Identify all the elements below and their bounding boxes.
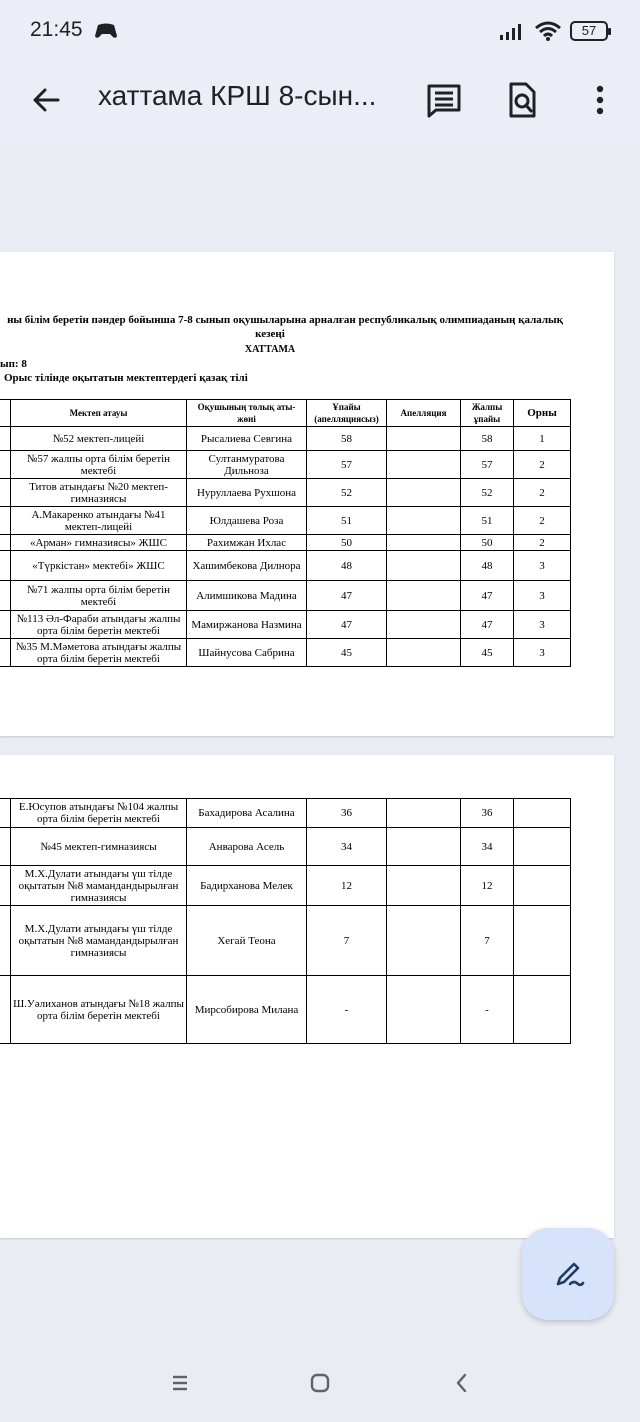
row-number-cell [0,479,11,507]
school-cell: Ш.Уәлиханов атындағы №18 жалпы орта білім беретін мектебі [11,976,187,1044]
row-number-cell [0,535,11,551]
total-cell: 34 [461,828,514,866]
score-cell: 7 [307,906,387,976]
score-cell: 45 [307,639,387,667]
status-time: 21:45 [30,18,83,41]
table-row [0,611,571,639]
place-cell: 1 [514,427,571,451]
appeal-cell [387,451,461,479]
total-cell: 12 [461,866,514,906]
protocol-heading: ны білім беретін пәндер бойынша 7-8 сынып оқушыларына арналған республикалық олимпиаданың қалалық [7,314,563,326]
results-table-1 [0,399,571,667]
wifi-icon [534,20,562,42]
edit-button[interactable] [522,1228,614,1320]
place-cell: 3 [514,611,571,639]
table-row [0,828,571,866]
table-header-row [0,400,571,427]
school-cell: №71 жалпы орта білім беретін мектебі [11,581,187,611]
row-number-cell [0,581,11,611]
more-vert-icon[interactable] [580,80,620,120]
student-cell: Юлдашева Роза [187,507,307,535]
place-cell: 3 [514,581,571,611]
total-cell: 45 [461,639,514,667]
signal-icon [498,21,526,41]
header-total: Жалпы ұпайы [461,400,514,427]
student-cell: Мирсобирова Милана [187,976,307,1044]
table-row [0,551,571,581]
row-number-cell [0,976,11,1044]
row-number-cell [0,799,11,828]
total-cell: 57 [461,451,514,479]
row-number-cell [0,611,11,639]
document-title: хаттама КРШ 8-сын... [98,80,377,111]
score-cell: 34 [307,828,387,866]
appeal-cell [387,535,461,551]
battery-indicator: 57 [570,21,608,41]
appeal-cell [387,906,461,976]
school-cell: №45 мектеп-гимназиясы [11,828,187,866]
total-cell: 58 [461,427,514,451]
table-row [0,479,571,507]
recent-apps-icon[interactable] [168,1371,192,1395]
total-cell: 52 [461,479,514,507]
student-cell: Хашимбекова Дилнора [187,551,307,581]
row-number-cell [0,639,11,667]
row-number-cell [0,507,11,535]
school-cell: №35 М.Мәметова атындағы жалпы орта білім беретін мектебі [11,639,187,667]
appeal-cell [387,611,461,639]
row-number-cell [0,551,11,581]
results-table-2 [0,798,571,1044]
place-cell: 2 [514,507,571,535]
table-row [0,427,571,451]
row-number-cell [0,866,11,906]
arrow-left-icon[interactable] [28,82,64,118]
student-cell: Рахимжан Ихлас [187,535,307,551]
student-cell: Хегай Теона [187,906,307,976]
appeal-cell [387,799,461,828]
protocol-title: ХАТТАМА [244,344,296,355]
school-cell: №52 мектеп-лицейі [11,427,187,451]
student-cell: Султанмуратова Дильноза [187,451,307,479]
total-cell: 7 [461,906,514,976]
total-cell: 50 [461,535,514,551]
score-cell: 58 [307,427,387,451]
total-cell: 47 [461,581,514,611]
score-cell: 47 [307,611,387,639]
score-cell: 47 [307,581,387,611]
find-in-page-icon[interactable] [502,80,542,120]
student-cell: Рысалиева Севгина [187,427,307,451]
school-cell: Титов атындағы №20 мектеп-гимназиясы [11,479,187,507]
comment-icon[interactable] [424,80,464,120]
total-cell: - [461,976,514,1044]
back-nav-icon[interactable] [450,1371,474,1395]
school-cell: №113 Әл-Фараби атындағы жалпы орта білім беретін мектебі [11,611,187,639]
top-app-bar [0,0,640,146]
header-appeal: Апелляция [387,400,461,427]
row-number-cell [0,451,11,479]
school-cell: «Арман» гимназиясы» ЖШС [11,535,187,551]
score-cell: 51 [307,507,387,535]
protocol-heading-stage: кезеңі [255,328,285,340]
place-cell [514,976,571,1044]
place-cell: 2 [514,535,571,551]
table-row [0,639,571,667]
place-cell [514,866,571,906]
header-student: Оқушының толық аты-жөні [187,400,307,427]
header-school: Мектеп атауы [11,400,187,427]
score-cell: 57 [307,451,387,479]
score-cell: 52 [307,479,387,507]
row-number-cell [0,906,11,976]
table-row [0,507,571,535]
header-score: Ұпайы (апелляцияcыз) [307,400,387,427]
place-cell [514,906,571,976]
school-cell: М.Х.Дулати атындағы үш тілде оқытатын №8 мамандандырылған гимназиясы [11,906,187,976]
system-navigation-bar [0,1345,640,1422]
place-cell: 3 [514,551,571,581]
appeal-cell [387,479,461,507]
appeal-cell [387,427,461,451]
document-page-1 [0,252,614,736]
status-indicators [498,20,608,42]
gamepad-icon [94,22,118,40]
appeal-cell [387,551,461,581]
place-cell [514,799,571,828]
score-cell: 48 [307,551,387,581]
table-row [0,866,571,906]
table-row [0,799,571,828]
place-cell: 2 [514,451,571,479]
school-cell: М.Х.Дулати атындағы үш тілде оқытатын №8 мамандандырылған гимназиясы [11,866,187,906]
score-cell: 36 [307,799,387,828]
student-cell: Мамиржанова Назмина [187,611,307,639]
school-cell: Е.Юсупов атындағы №104 жалпы орта білім беретін мектебі [11,799,187,828]
student-cell: Анварова Асель [187,828,307,866]
student-cell: Нуруллаева Рухшона [187,479,307,507]
student-cell: Алимшикова Мадина [187,581,307,611]
table-row [0,535,571,551]
grade-line: ып: 8 [0,358,27,370]
home-icon[interactable] [308,1371,332,1395]
row-number-cell [0,427,11,451]
total-cell: 47 [461,611,514,639]
place-cell: 3 [514,639,571,667]
student-cell: Шайнусова Сабрина [187,639,307,667]
student-cell: Бахадирова Асалина [187,799,307,828]
table-row [0,581,571,611]
score-cell: 50 [307,535,387,551]
total-cell: 48 [461,551,514,581]
appeal-cell [387,976,461,1044]
appeal-cell [387,581,461,611]
appeal-cell [387,828,461,866]
score-cell: 12 [307,866,387,906]
total-cell: 51 [461,507,514,535]
student-cell: Бадирханова Мелек [187,866,307,906]
table-row [0,451,571,479]
subject-line: Орыс тілінде оқытатын мектептердегі қазақ тілі [4,372,248,384]
row-number-cell [0,828,11,866]
school-cell: А.Макаренко атындағы №41 мектеп-лицейі [11,507,187,535]
document-page-2 [0,755,614,1238]
table-row [0,976,571,1044]
total-cell: 36 [461,799,514,828]
place-cell [514,828,571,866]
appeal-cell [387,866,461,906]
school-cell: «Түркістан» мектебі» ЖШС [11,551,187,581]
score-cell: - [307,976,387,1044]
school-cell: №57 жалпы орта білім беретін мектебі [11,451,187,479]
edit-pen-icon [550,1256,586,1292]
appeal-cell [387,639,461,667]
header-number [0,400,11,427]
place-cell: 2 [514,479,571,507]
table-row [0,906,571,976]
header-place: Орны [514,400,571,427]
appeal-cell [387,507,461,535]
